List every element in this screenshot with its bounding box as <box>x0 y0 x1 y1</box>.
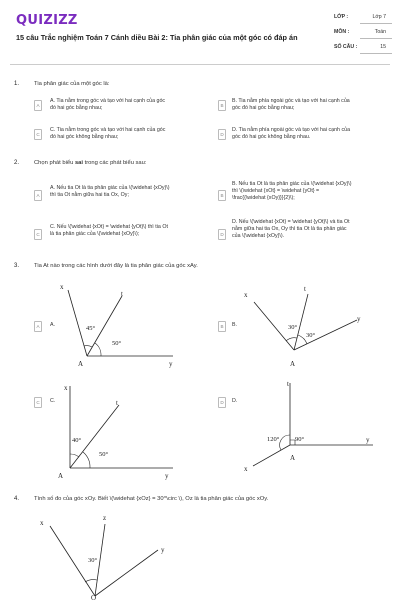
option-line: đó hai góc không bằng nhau; <box>50 134 119 140</box>
option-badge[interactable]: B <box>218 321 226 332</box>
option-badge[interactable]: D <box>218 397 226 408</box>
question-text-bold: sai <box>74 160 83 166</box>
meta-subject <box>330 29 392 41</box>
option-line: nằm giữa hai tia Ox, Oy thì tia Ot là tia phân giác <box>232 226 347 232</box>
option-line: đó hai góc bằng nhau; <box>50 105 103 111</box>
meta-value: Lớp 7 <box>372 14 386 20</box>
option-badge[interactable]: A <box>34 321 42 332</box>
option-label[interactable]: A. <box>50 322 56 328</box>
option-label[interactable]: D. <box>232 398 238 404</box>
option-line: thì tia Ot nằm giữa hai tia Ox, Oy; <box>50 192 129 198</box>
option-badge[interactable]: B <box>218 190 226 201</box>
label-y: y <box>357 315 361 323</box>
figure-b <box>240 280 370 370</box>
label-vertex: O <box>91 594 97 600</box>
option-line: D. Tia nằm phía ngoài góc và tạo với hai cạnh của <box>232 127 351 133</box>
angle-label-2: 30° <box>306 332 316 339</box>
option-line: C. Nếu \(\widehat {xOt} = \widehat {yOt}\) thì tia Ot <box>50 224 168 230</box>
angle-arc <box>84 346 92 347</box>
meta-label: SỐ CÂU : <box>334 44 358 50</box>
option-line: góc đó hai góc bằng nhau; <box>232 105 295 111</box>
question-text: Tia At nào trong các hình dưới đây là tia phân giác của góc xAy. <box>34 263 198 269</box>
option-a[interactable] <box>50 98 225 112</box>
angle-arc <box>95 343 101 356</box>
label-vertex: A <box>58 472 64 480</box>
ray-ay <box>294 320 357 350</box>
meta-label: MÔN : <box>334 29 350 35</box>
quizizz-logo: QUIZIZZ <box>16 13 78 28</box>
option-line: A. Tia nằm trong góc và tạo với hai cạnh của góc <box>50 98 166 104</box>
option-label[interactable]: B. <box>232 322 238 328</box>
label-vertex: A <box>290 454 296 462</box>
figure-a <box>55 278 185 373</box>
label-x: x <box>64 384 68 392</box>
label-t: t <box>121 290 123 298</box>
option-badge[interactable]: A <box>34 190 42 201</box>
label-t: t <box>304 285 306 293</box>
label-x: x <box>60 283 64 291</box>
question-number: 2. <box>14 160 20 166</box>
header-divider <box>10 64 390 65</box>
meta-underline <box>360 38 392 39</box>
label-t: t <box>287 380 289 388</box>
meta-grade <box>330 14 392 26</box>
ray-oy <box>95 550 158 596</box>
option-d[interactable] <box>232 127 392 141</box>
option-badge[interactable]: B <box>218 100 226 111</box>
angle-label-1: 30° <box>288 324 298 331</box>
option-line: B. Nếu tia Ot là tia phân giác của \(\widehat {xOy}\) <box>232 181 352 187</box>
figure-c <box>55 378 185 483</box>
meta-count <box>330 44 392 56</box>
option-line: A. Nếu tia Ot là tia phân giác của \(\widehat {xOy}\) <box>50 185 170 191</box>
option-d[interactable] <box>232 219 394 240</box>
label-vertex: A <box>290 360 296 368</box>
option-b[interactable] <box>232 98 392 112</box>
option-label[interactable]: C. <box>50 398 56 404</box>
angle-label-2: 50° <box>112 340 122 347</box>
question-text: Tính số đo của góc xOy. Biết \(\widehat {xOz} = 30^\circ \), Oz là tia phân giác của góc xOy. <box>34 496 269 502</box>
meta-underline <box>360 23 392 24</box>
angle-label-2: 50° <box>99 451 109 458</box>
meta-value: 15 <box>380 44 386 50</box>
label-y: y <box>366 436 370 444</box>
option-line: C. Tia nằm trong góc và tạo với hai cạnh của góc <box>50 127 166 133</box>
option-line: B. Tia nằm phía ngoài góc và tạo với hai cạnh của <box>232 98 350 104</box>
question-number: 1. <box>14 81 20 87</box>
label-x: x <box>244 465 248 473</box>
angle-label-1: 30° <box>88 557 98 564</box>
worksheet-title: 15 câu Trắc nghiệm Toán 7 Cánh diều Bài 2: Tia phân giác của một góc có đáp án <box>16 33 298 42</box>
option-badge[interactable]: D <box>218 129 226 140</box>
label-y: y <box>165 472 169 480</box>
option-line: D. Nếu \(\widehat {xOt} = \widehat {yOt}\) và tia Ot <box>232 219 350 225</box>
meta-value: Toán <box>374 29 386 35</box>
angle-label-2: 90° <box>295 436 305 443</box>
option-line: thì \(\widehat {xOt} = \widehat {yOt} = <box>232 188 320 194</box>
label-x: x <box>244 291 248 299</box>
question-text-post: trong các phát biểu sau: <box>83 160 147 166</box>
option-c[interactable] <box>50 224 220 238</box>
angle-label-1: 45° <box>86 325 96 332</box>
meta-label: LỚP : <box>334 14 349 20</box>
option-badge[interactable]: A <box>34 100 42 111</box>
angle-arc <box>83 452 90 468</box>
option-b[interactable] <box>232 181 394 202</box>
label-t: t <box>116 399 118 407</box>
label-z: z <box>103 514 107 522</box>
angle-arc <box>70 454 79 457</box>
question-text-pre: Chọn phát biểu <box>34 160 75 166</box>
label-x: x <box>40 519 44 527</box>
question-text <box>34 160 384 166</box>
angle-arc <box>85 580 97 582</box>
label-vertex: A <box>78 360 84 368</box>
ray-ax <box>253 445 290 466</box>
question-number: 3. <box>14 263 20 269</box>
angle-label-1: 120° <box>267 436 280 443</box>
question-text: Tia phân giác của một góc là: <box>34 81 110 87</box>
option-line: của \(\widehat {xOy}\). <box>232 233 285 239</box>
option-line: là tia phân giác của \(\widehat {xOy}\); <box>50 231 140 237</box>
question-number: 4. <box>14 496 20 502</box>
option-badge[interactable]: D <box>218 229 226 240</box>
meta-underline <box>360 53 392 54</box>
option-line: \frac{{\widehat {xOy}}}{2}\); <box>232 195 295 201</box>
option-badge[interactable]: C <box>34 129 42 140</box>
option-line: góc đó hai góc không bằng nhau. <box>232 134 311 140</box>
option-c[interactable] <box>50 127 225 141</box>
option-a[interactable] <box>50 185 220 199</box>
option-badge[interactable]: C <box>34 229 42 240</box>
label-y: y <box>161 546 165 554</box>
label-y: y <box>169 360 173 368</box>
worksheet-header <box>0 0 400 60</box>
option-badge[interactable]: C <box>34 397 42 408</box>
angle-label-1: 40° <box>72 437 82 444</box>
figure-d <box>240 378 380 478</box>
angle-arc <box>286 338 297 341</box>
figure-q4 <box>30 508 180 600</box>
